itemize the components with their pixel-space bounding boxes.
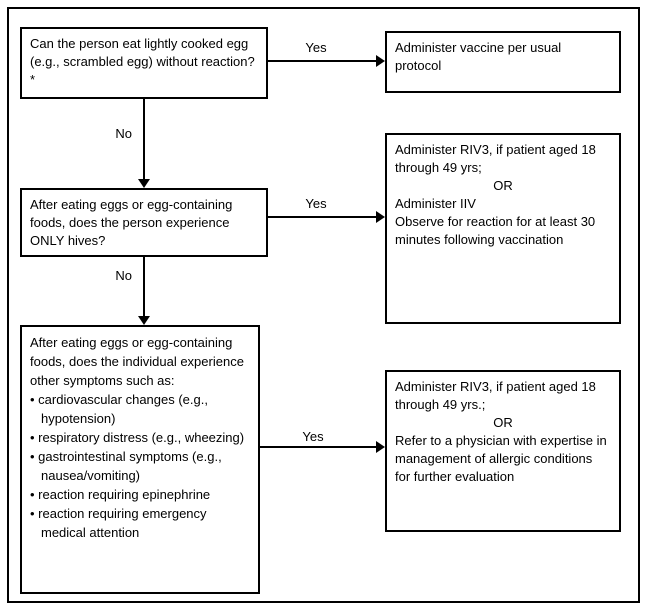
arrow-head-down-icon [138,179,150,188]
question-other-symptoms-box [20,325,260,594]
yes-arrow-2-shaft [268,216,378,218]
answer-administer-usual-protocol-text: Administer vaccine per usual protocol [395,40,562,73]
yes-label-2: Yes [305,196,327,211]
no-arrow-1-shaft [143,99,145,181]
yes-label-3: Yes [302,429,324,444]
no-arrow-2 [138,257,150,325]
question-egg-lightly-cooked-text: Can the person eat lightly cooked egg (e.g., scrambled egg) without reaction?* [30,36,255,87]
yes-arrow-1-shaft [268,60,378,62]
arrow-head-down-icon [138,316,150,325]
yes-arrow-3 [260,441,385,453]
no-label-1: No [115,126,132,141]
answer-observe-reaction-text: Observe for reaction for at least 30 minutes following vaccination [395,214,596,247]
arrow-head-right-icon [376,441,385,453]
symptom-gastrointestinal: • gastrointestinal symptoms (e.g., nausea/vomiting) [30,449,222,483]
answer-administer-usual-protocol-box [385,31,621,93]
no-arrow-2-shaft [143,257,145,318]
yes-arrow-1 [268,55,385,67]
or-separator: OR [493,178,513,193]
answer-administer-iiv-text: Administer IIV [395,196,476,211]
question-only-hives-box [20,188,268,257]
symptom-epinephrine: • reaction requiring epinephrine [30,487,211,502]
yes-arrow-3-shaft [260,446,378,448]
yes-arrow-2 [268,211,385,223]
symptom-respiratory: • respiratory distress (e.g., wheezing) [30,430,245,445]
answer-riv3-or-refer-box [385,370,621,532]
answer-riv3-or-iiv-box [385,133,621,324]
no-label-2: No [115,268,132,283]
arrow-head-right-icon [376,211,385,223]
arrow-head-right-icon [376,55,385,67]
answer-refer-physician-text: Refer to a physician with expertise in management of allergic conditions for further evaluation [395,433,607,484]
question-other-symptoms-intro: After eating eggs or egg-containing foods, does the individual experience other symptoms such as: [30,335,244,388]
question-only-hives-text: After eating eggs or egg-containing foods, does the person experience ONLY hives? [30,197,233,248]
or-separator-2: OR [493,415,513,430]
no-arrow-1 [138,99,150,188]
symptom-cardiovascular: • cardiovascular changes (e.g., hypotension) [30,392,208,426]
yes-label-1: Yes [305,40,327,55]
answer-riv3-aged-text-2: Administer RIV3, if patient aged 18 through 49 yrs.; [395,379,596,412]
symptom-emergency: • reaction requiring emergency medical attention [30,506,207,540]
question-egg-lightly-cooked-box [20,27,268,99]
answer-riv3-aged-text: Administer RIV3, if patient aged 18 through 49 yrs; [395,142,596,175]
